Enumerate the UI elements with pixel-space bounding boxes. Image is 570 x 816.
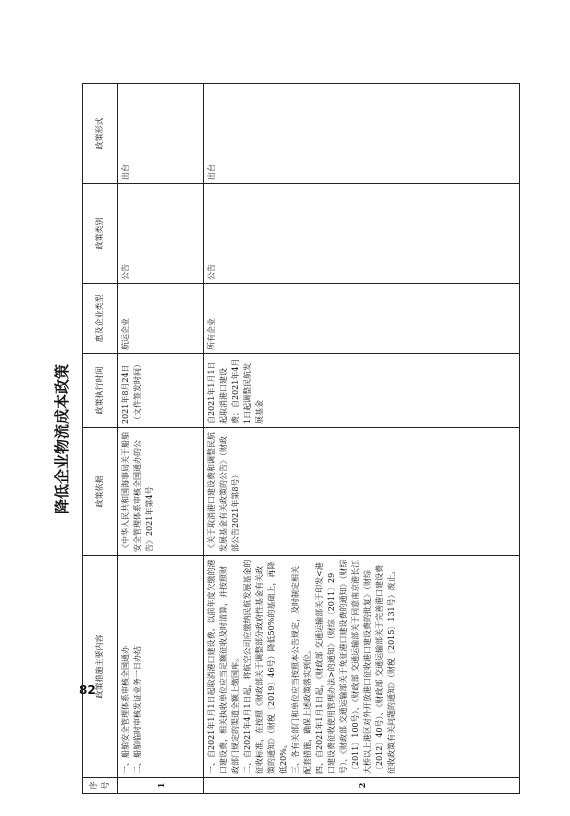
content-line: 四、自2021年1月1日起，《财政部 交通运输部关于印发<港口建设费征收使用管理办法>的通知》（财综〔2011〕29号）、《财政部 交通运输部关于免征港口建设费的通知》（财综〔2011〕100号）、《财政部 交通运输部关于同意南京港长江大桥以上港区对外开放港口征收港口建设费的批复》（财综〔2012〕40号）、《财政部 交通运输部关于完善港口建设费征收政策有关问题的通知》（财税〔2015〕131号）废止。 bbox=[315, 559, 396, 774]
table-row bbox=[118, 84, 204, 794]
header-index: 序号 bbox=[83, 778, 118, 794]
row-scope: 所有企业 bbox=[204, 284, 520, 354]
policy-table bbox=[82, 83, 520, 794]
row-content bbox=[118, 556, 204, 778]
table-row bbox=[204, 84, 520, 794]
page-number: 82 bbox=[79, 683, 96, 697]
content-line: 一、船舶安全管理体系审核全国通办 bbox=[121, 646, 130, 774]
row-category: 公告 bbox=[118, 184, 204, 284]
page-title: 降低企业物流成本政策 bbox=[53, 364, 71, 515]
content-line: 三、各有关部门和单位应当按照本公告规定，及时制定相关配套措施，确保上述政策落实到位。 bbox=[291, 566, 312, 774]
header-time: 政策执行时间 bbox=[83, 354, 118, 428]
row-time: 2021年8月24日（文件签发时间） bbox=[118, 354, 204, 428]
row-form: 出台 bbox=[204, 84, 520, 184]
row-form: 出台 bbox=[118, 84, 204, 184]
rotated-page bbox=[50, 84, 520, 794]
header-form: 政策形式 bbox=[83, 84, 118, 184]
row-basis: 《关于取消港口建设费和调整民航发展基金有关政策的公告》（财政部公告2021年第8号） bbox=[204, 428, 520, 556]
row-scope: 航运企业 bbox=[118, 284, 204, 354]
content-line: 二、自2021年4月1日起，将航空公司应缴纳民航发展基金的征收标准，在按照《财政部关于调整部分政府性基金有关政策的通知》（财税〔2019〕46号）降低50%的基础上，再降低20%。 bbox=[243, 559, 288, 774]
content-line: 一、自2021年1月1日起取消港口建设费。以前年度欠缴的港口建设费，相关执收单位应当足额征收及时清算，并按照财政部门规定的渠道全额上缴国库。 bbox=[207, 559, 240, 774]
row-category: 公告 bbox=[204, 184, 520, 284]
header-basis: 政策依据 bbox=[83, 428, 118, 556]
header-content: 政策措施主要内容 bbox=[83, 556, 118, 778]
header-category: 政策类别 bbox=[83, 184, 118, 284]
row-index: 2 bbox=[204, 778, 520, 794]
row-basis: 《中华人民共和国海事局关于船舶安全管理体系审核全国通办的公告》2021年第4号 bbox=[118, 428, 204, 556]
row-index: 1 bbox=[118, 778, 204, 794]
row-time: 自2021年1月1日起取消港口建设费；自2021年4月1日起调整民航发展基金 bbox=[204, 354, 520, 428]
content-line: 二、船舶临时审核发证业务一日办结 bbox=[133, 646, 142, 774]
row-content bbox=[204, 556, 520, 778]
table-header-row bbox=[83, 84, 118, 794]
header-scope: 惠及企业类型 bbox=[83, 284, 118, 354]
